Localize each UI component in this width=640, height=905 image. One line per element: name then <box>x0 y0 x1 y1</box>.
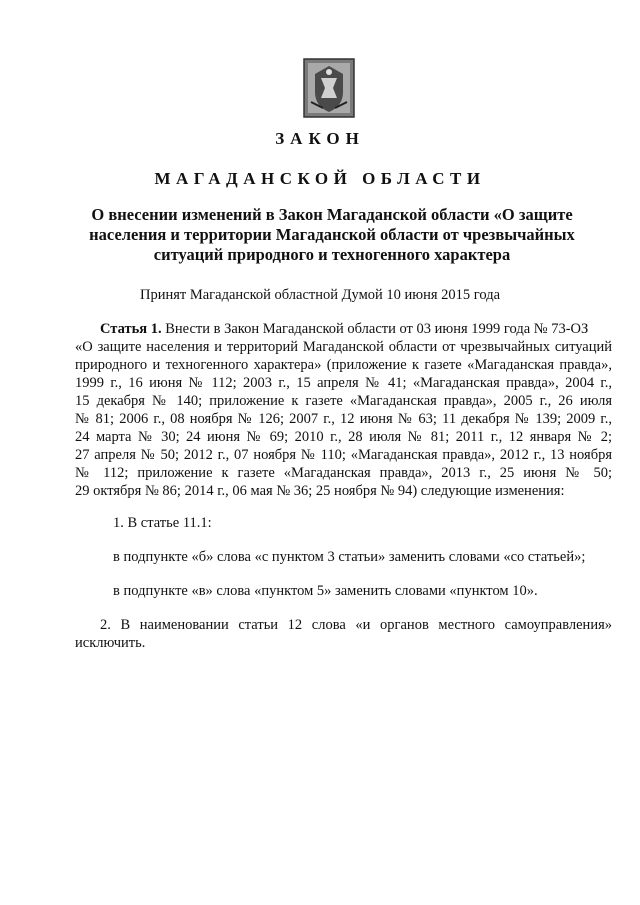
article-1-line: № 81; 2006 г., 08 ноября № 126; 2007 г., 12 июня № 63; 11 декабря № 139; 2009 г., <box>75 411 612 427</box>
article-1-first-line <box>75 320 612 338</box>
heading-line: населения и территории Магаданской области от чрезвычайных <box>89 225 575 244</box>
item-1-heading <box>113 514 613 532</box>
item-1-subpoint-v <box>113 582 613 600</box>
item-2 <box>75 616 612 652</box>
coat-of-arms-icon <box>303 58 355 118</box>
article-1-line: 24 марта № 30; 24 июня № 69; 2010 г., 28 июля № 81; 2011 г., 12 января № 2; <box>75 429 612 445</box>
article-1-line: «О защите населения и территорий Магаданской области от чрезвычайных ситуаций <box>75 339 612 355</box>
adoption-note: Принят Магаданской областной Думой 10 июня 2015 года <box>139 287 501 303</box>
item-1-subpoint-b <box>113 548 613 566</box>
law-title: ЗАКОН <box>275 129 365 148</box>
subpoint-b-text: в подпункте «б» слова «с пунктом 3 статьи» заменить словами «со статьей»; <box>113 549 586 565</box>
article-1-line: 15 декабря № 140; приложение к газете «Магаданская правда», 2005 г., 26 июля <box>75 393 612 409</box>
region-title: МАГАДАНСКОЙ ОБЛАСТИ <box>154 169 486 188</box>
article-1-line: природного и техногенного характера» (приложение к газете «Магаданская правда», <box>75 357 612 373</box>
item-2-line: 2. В наименовании статьи 12 слова «и органов местного самоуправления» <box>100 617 612 633</box>
heading-line: ситуаций природного и техногенного характера <box>153 245 511 264</box>
article-1 <box>75 320 612 500</box>
article-1-line: 29 октября № 86; 2014 г., 06 мая № 36; 25 ноября № 94) следующие изменения: <box>75 483 565 499</box>
article-1-text: Внести в Закон Магаданской области от 03 июня 1999 года № 73-ОЗ <box>165 321 589 337</box>
article-1-line: № 112; приложение к газете «Магаданская правда», 2013 г., 25 июня № 50; <box>75 465 612 481</box>
article-label: Статья 1. <box>100 321 162 337</box>
article-1-line: 1999 г., 16 июня № 112; 2003 г., 15 апреля № 41; «Магаданская правда», 2004 г., <box>75 375 612 391</box>
article-1-line: 27 апреля № 50; 2012 г., 07 ноября № 110; «Магаданская правда», 2012 г., 13 ноября <box>75 447 612 463</box>
subpoint-v-text: в подпункте «в» слова «пунктом 5» заменить словами «пунктом 10». <box>113 583 538 599</box>
heading-line: О внесении изменений в Закон Магаданской области «О защите <box>91 205 573 224</box>
item-2-line: исключить. <box>75 635 146 651</box>
item-1-text: 1. В статье 11.1: <box>113 515 212 531</box>
document-heading <box>62 205 602 265</box>
